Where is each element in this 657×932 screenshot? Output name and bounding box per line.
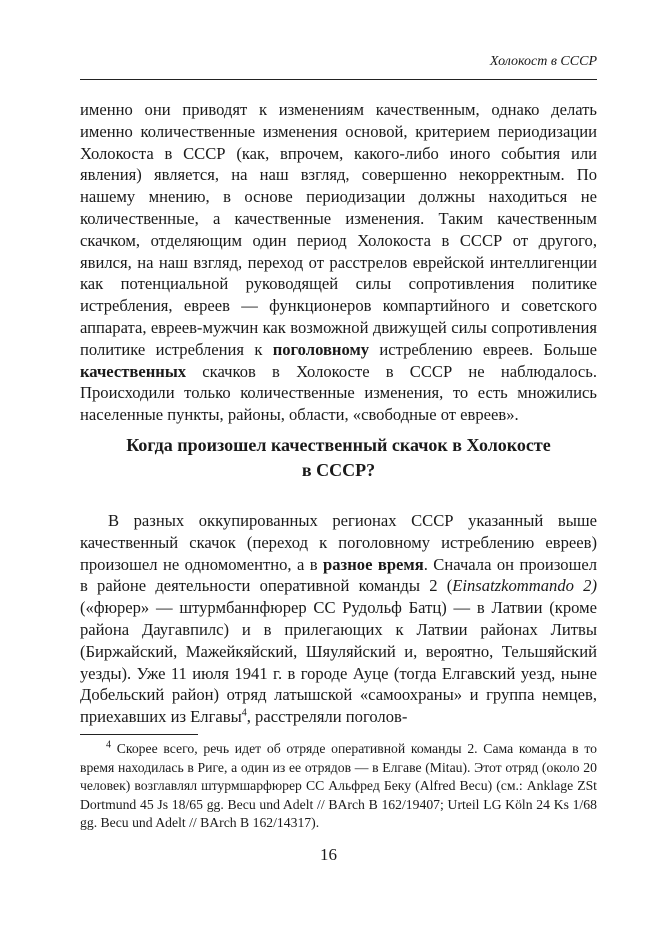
paragraph-text: скачков в Холокосте в СССР не наблюдалось. Происходили только количественные изменения, то есть множились населенные пункты, районы, области, «свободные от евреев».: [80, 361, 597, 425]
section-heading: [80, 433, 597, 483]
emphasis-text: качественных: [80, 361, 187, 381]
paragraph-text: В разных оккупированных регионах СССР указанный выше качественный скачок (переход к поголовному истреблению евреев) произошел не одномоментно, а в: [80, 511, 597, 574]
heading-line: Когда произошел качественный скачок в Холокосте: [126, 435, 551, 455]
body-paragraph-2: [80, 510, 597, 728]
italic-text: Einsatzkommando 2): [452, 576, 597, 596]
footnote: [80, 740, 597, 833]
header-divider: [80, 79, 597, 80]
footnote-number: 4: [106, 739, 111, 751]
footnote-reference[interactable]: 4: [241, 707, 247, 719]
footnote-divider: [80, 734, 198, 735]
footnote-text: Скорее всего, речь идет об отряде оперативной команды 2. Сама команда в то время находилась в Риге, а один из ее отрядов — в Елгаве (Mitau). Этот отряд (около 20 человек) возглавлял штурмшарфюрер СС Альфред Беку (Alfred Becu) (см.: Anklage ZSt Dortmund 45 Js 18/65 gg. Becu und Adelt // BArch B 162/19407; Urteil LG Köln 24 Ks 1/68 gg. Becu und Adelt // BArch B 162/14317).: [80, 741, 597, 830]
paragraph-text: истреблению евреев. Больше: [369, 339, 598, 359]
body-paragraph-1: [80, 99, 597, 426]
running-header: Холокост в СССР: [489, 54, 597, 69]
paragraph-text: . Сначала он произошел в районе деятельности оперативной команды 2 (: [80, 554, 597, 596]
emphasis-text: разное время: [323, 554, 424, 574]
paragraph-text: («фюрер» — штурмбаннфюрер СС Рудольф Батц) — в Латвии (кроме района Даугавпилс) и в прилегающих к Латвии районах Литвы (Биржайский, Мажейкяйский, Шяуляйский и, вероятно, Тельшяйский уезды). Уже 11 июля 1941 г. в городе Ауце (тогда Елгавский уезд, ныне Добельский район) отряд латышской «самоохраны» и группа немцев, приехавших из Елгавы: [80, 598, 597, 727]
paragraph-text: именно они приводят к изменениям качественным, однако делать именно количественные изменения основой, критерием периодизации Холокоста в СССР (как, впрочем, какого-либо иного события или явления) является, на наш взгляд, совершенно некорректным. По нашему мнению, в основе периодизации должны находиться не количественные, а качественные изменения. Таким качественным скачком, отделяющим один период Холокоста в СССР от другого, явился, на наш взгляд, переход от расстрелов еврейской интеллигенции как потенциальной руководящей силы сопротивления политике истребления, евреев — функционеров компартийного и советского аппарата, евреев-мужчин как возможной движущей силы сопротивления политике истребления к: [80, 100, 597, 359]
page-number: 16: [320, 845, 337, 864]
emphasis-text: поголовному: [272, 339, 370, 359]
heading-line: в СССР?: [301, 460, 376, 480]
paragraph-text: , расстреляли поголов-: [246, 707, 408, 727]
